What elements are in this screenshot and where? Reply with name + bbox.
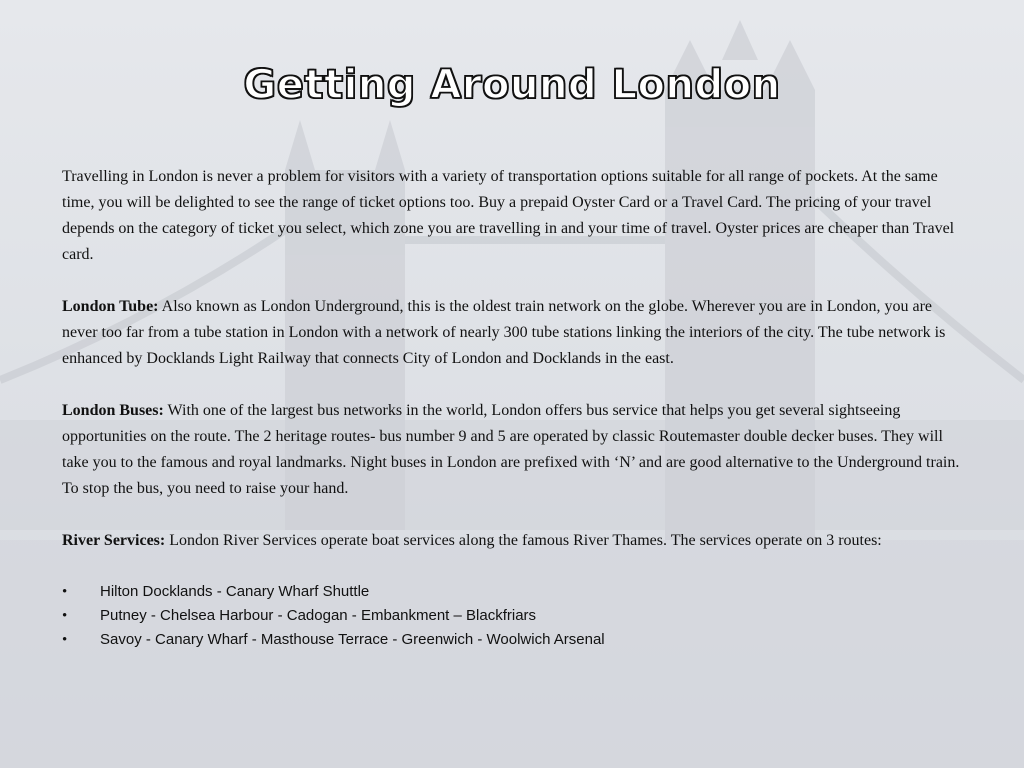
- intro-paragraph: Travelling in London is never a problem for visitors with a variety of transportation options suitable for all range of pockets. At the same time, you will be delighted to see the range of ticket options too. Buy a prepaid Oyster Card or a Travel Card. The pricing of your travel depends on the category of ticket you select, which zone you are travelling in and your time of travel. Oyster prices are cheaper than Travel card.: [62, 168, 955, 263]
- bullet-icon: •: [62, 584, 68, 600]
- tube-text: Also known as London Underground, this is the oldest train network on the globe. Wherever you are in London, you are never too far from a tube station in London with a network of nearly 300 tube stations linking the interiors of the city. The tube network is enhanced by Docklands Light Railway that connects City of London and Docklands in the east.: [62, 298, 946, 367]
- route-label: Putney - Chelsea Harbour - Cadogan - Embankment – Blackfriars: [100, 607, 537, 624]
- bullet-icon: •: [62, 608, 68, 624]
- buses-heading: London Buses:: [62, 402, 164, 419]
- list-item: [62, 628, 967, 652]
- slide-title: Getting Around London: [243, 62, 781, 108]
- route-label: Savoy - Canary Wharf - Masthouse Terrace - Greenwich - Woolwich Arsenal: [100, 631, 605, 648]
- bullet-icon: •: [62, 632, 68, 648]
- buses-text: With one of the largest bus networks in the world, London offers bus service that helps you get several sightseeing opportunities on the route. The 2 heritage routes- bus number 9 and 5 are operated by classic Routemaster double decker buses. They will take you to the famous and royal landmarks. Night buses in London are prefixed with ‘N’ and are good alternative to the Underground train. To stop the bus, you need to raise your hand.: [62, 402, 960, 497]
- route-label: Hilton Docklands - Canary Wharf Shuttle: [100, 583, 370, 600]
- route-list: [62, 580, 967, 652]
- buses-paragraph: [62, 398, 967, 502]
- tube-paragraph: [62, 294, 967, 372]
- slide-body: [62, 164, 967, 652]
- list-item: [62, 580, 967, 604]
- river-heading: River Services:: [62, 532, 166, 549]
- river-paragraph: [62, 528, 967, 554]
- river-text: London River Services operate boat services along the famous River Thames. The services operate on 3 routes:: [165, 532, 882, 549]
- list-item: [62, 604, 967, 628]
- tube-heading: London Tube:: [62, 298, 159, 315]
